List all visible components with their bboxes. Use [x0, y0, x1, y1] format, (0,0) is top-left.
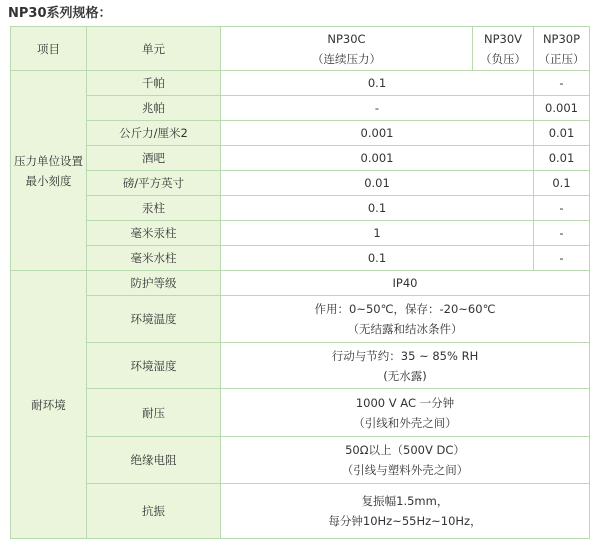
table-row [11, 296, 590, 343]
value-cell: 0.1 [534, 171, 590, 196]
value-cell: 0.01 [221, 171, 534, 196]
value-cell: 0.1 [221, 246, 534, 271]
value-cell: - [534, 71, 590, 96]
value-cell: - [534, 196, 590, 221]
unit-cell: 磅/平方英寸 [87, 171, 221, 196]
table-header-row [11, 27, 590, 71]
table-row [11, 221, 590, 246]
unit-cell: 抗振 [87, 484, 221, 539]
unit-cell: 毫米水柱 [87, 246, 221, 271]
unit-cell: 耐压 [87, 389, 221, 437]
unit-cell: 千帕 [87, 71, 221, 96]
header-unit: 单元 [87, 27, 221, 71]
unit-cell: 酒吧 [87, 146, 221, 171]
unit-cell: 兆帕 [87, 96, 221, 121]
table-row [11, 246, 590, 271]
table-row [11, 389, 590, 437]
header-np30p: NP30P （正压） [534, 27, 590, 71]
value-cell: 0.01 [534, 121, 590, 146]
value-cell: 0.1 [221, 71, 534, 96]
value-cell: - [221, 96, 534, 121]
unit-cell: 公斤力/厘米2 [87, 121, 221, 146]
value-cell: 1 [221, 221, 534, 246]
value-cell: 1000 V AC 一分钟 （引线和外壳之间） [221, 389, 590, 437]
header-np30c: NP30C （连续压力） [221, 27, 473, 71]
unit-cell: 汞柱 [87, 196, 221, 221]
value-cell: 0.1 [221, 196, 534, 221]
table-row [11, 171, 590, 196]
value-cell: 行动与节约：35 ~ 85% RH (无水露) [221, 343, 590, 389]
table-row [11, 271, 590, 296]
unit-cell: 环境温度 [87, 296, 221, 343]
table-row [11, 146, 590, 171]
unit-cell: 毫米汞柱 [87, 221, 221, 246]
spec-table [10, 26, 590, 539]
group-label-environment: 耐环境 [11, 271, 87, 539]
value-cell: - [534, 246, 590, 271]
group-label-pressure: 压力单位设置 最小刻度 [11, 71, 87, 271]
value-cell: IP40 [221, 271, 590, 296]
unit-cell: 环境湿度 [87, 343, 221, 389]
table-row [11, 437, 590, 484]
table-row [11, 71, 590, 96]
value-cell: 作用：0~50℃，保存：-20~60℃ （无结露和结冰条件） [221, 296, 590, 343]
table-row [11, 343, 590, 389]
header-item: 项目 [11, 27, 87, 71]
value-cell: 0.01 [534, 146, 590, 171]
table-row [11, 96, 590, 121]
table-row [11, 484, 590, 539]
table-row [11, 121, 590, 146]
unit-cell: 防护等级 [87, 271, 221, 296]
value-cell: 0.001 [221, 146, 534, 171]
value-cell: - [534, 221, 590, 246]
value-cell: 0.001 [534, 96, 590, 121]
value-cell: 50Ω以上（500V DC） （引线与塑料外壳之间） [221, 437, 590, 484]
value-cell: 0.001 [221, 121, 534, 146]
page-title: NP30系列规格： [8, 6, 112, 21]
unit-cell: 绝缘电阻 [87, 437, 221, 484]
table-row [11, 196, 590, 221]
value-cell: 复振幅1.5mm， 每分钟10Hz~55Hz~10Hz， [221, 484, 590, 539]
header-np30v: NP30V （负压） [473, 27, 534, 71]
